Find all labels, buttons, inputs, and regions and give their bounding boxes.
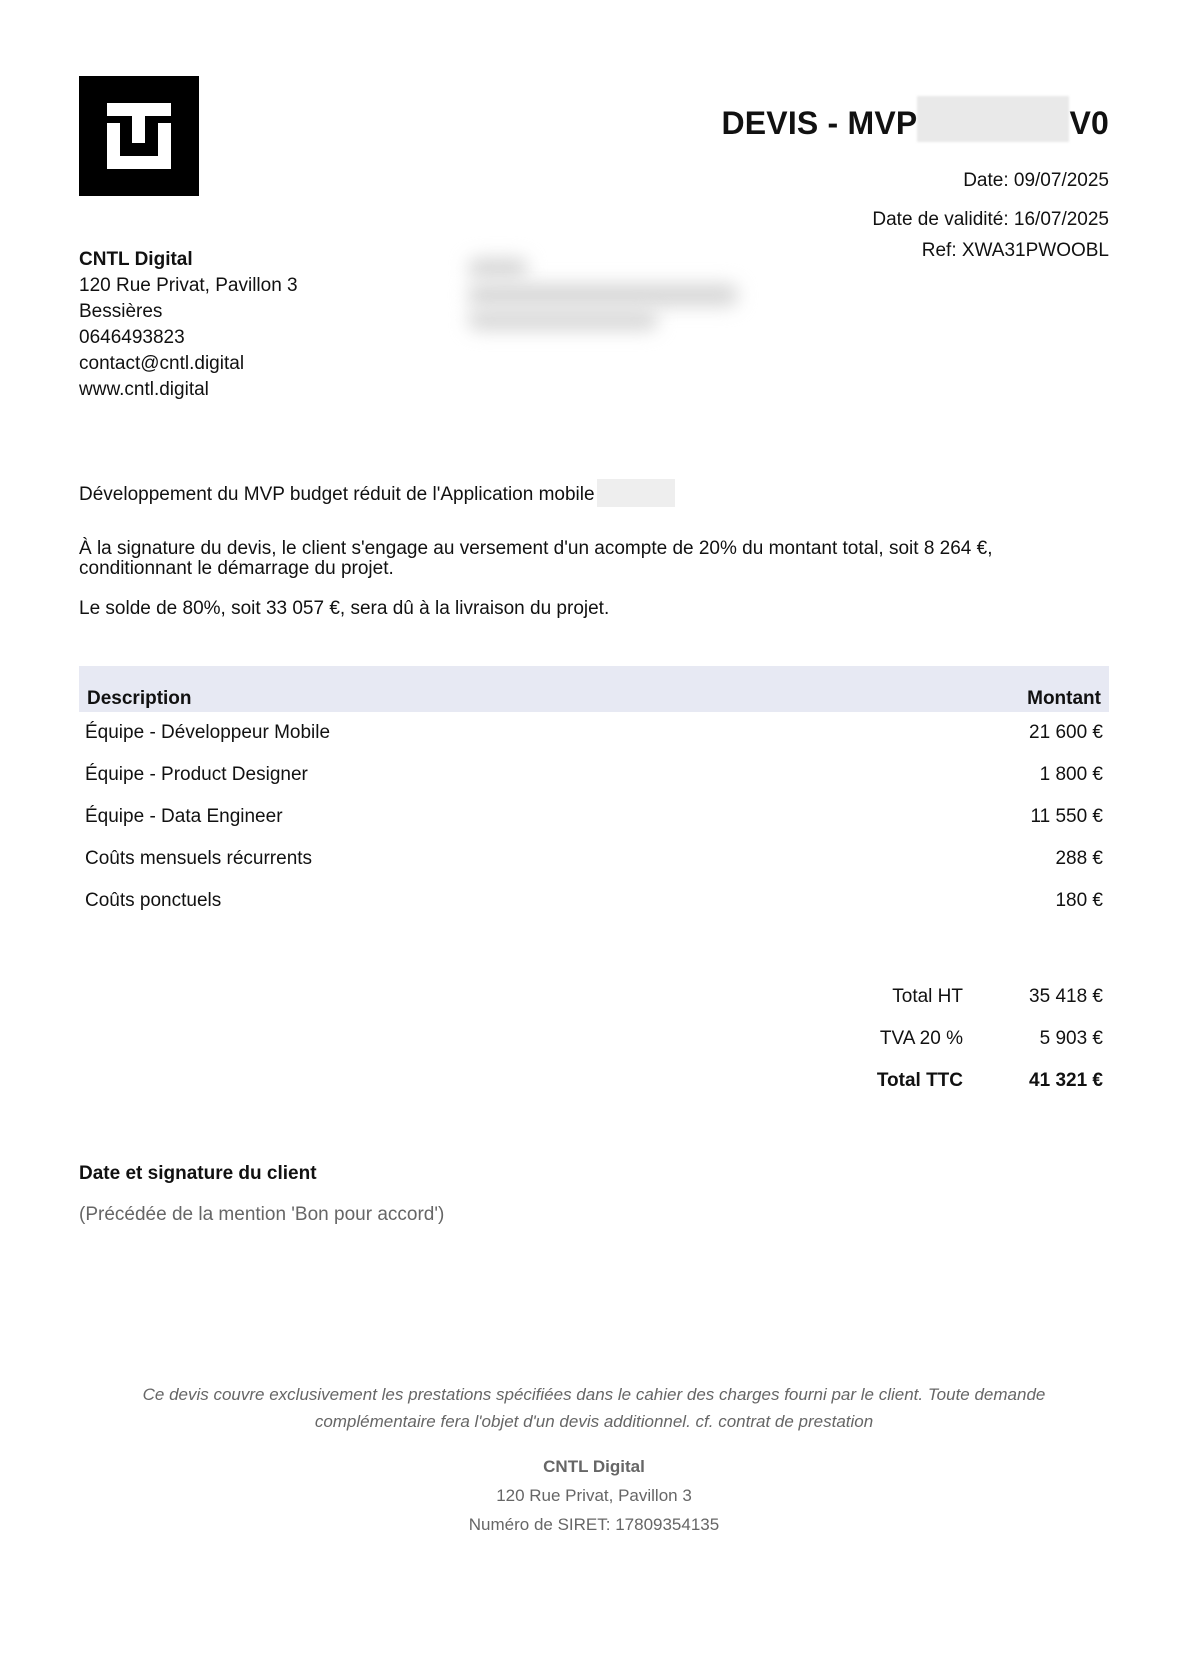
total-ht-label: Total HT <box>892 986 963 1007</box>
header-amount: Montant <box>842 666 1109 712</box>
document-reference: Ref: XWA31PWOOBL <box>921 240 1109 261</box>
tva-label: TVA 20 % <box>879 1028 963 1049</box>
company-name: CNTL Digital <box>79 249 193 270</box>
footer-siret: Numéro de SIRET: 17809354135 <box>468 1515 720 1534</box>
tva-value: 5 903 € <box>1039 1028 1103 1049</box>
totals-block <box>849 976 1109 1102</box>
total-ttc-row <box>849 1060 1109 1102</box>
row-description: Équipe - Product Designer <box>85 764 308 785</box>
quote-subject: Développement du MVP budget réduit de l'Application mobile <box>79 479 675 507</box>
header-description: Description <box>79 666 842 712</box>
company-address: 120 Rue Privat, Pavillon 3 <box>79 275 298 296</box>
footer-disclaimer-line-1: Ce devis couvre exclusivement les prestations spécifiées dans le cahier des charges fourni par le client. Toute demande <box>142 1385 1046 1404</box>
company-logo <box>79 76 199 196</box>
row-amount: 288 € <box>1055 848 1103 869</box>
table-row <box>79 838 1109 880</box>
deposit-terms-line-2: conditionnant le démarrage du projet. <box>79 558 394 579</box>
total-ttc-value: 41 321 € <box>1029 1070 1103 1091</box>
row-description: Coûts ponctuels <box>85 890 222 911</box>
company-info <box>79 247 298 403</box>
row-amount: 11 550 € <box>1030 806 1103 827</box>
table-header-row <box>79 666 1109 712</box>
balance-terms: Le solde de 80%, soit 33 057 €, sera dû à la livraison du projet. <box>79 598 610 619</box>
redacted-project-name <box>917 96 1069 142</box>
total-ttc-label: Total TTC <box>876 1070 963 1091</box>
table-row <box>79 754 1109 796</box>
row-description: Coûts mensuels récurrents <box>85 848 313 869</box>
tva-row <box>849 1018 1109 1060</box>
document-date: Date: 09/07/2025 <box>963 170 1109 191</box>
row-amount: 180 € <box>1055 890 1103 911</box>
footer-disclaimer-line-2: complémentaire fera l'objet d'un devis additionnel. cf. contrat de prestation <box>314 1412 874 1431</box>
redacted-client-info <box>458 250 748 350</box>
signature-note: (Précédée de la mention 'Bon pour accord') <box>79 1204 445 1225</box>
redacted-app-name <box>597 479 675 507</box>
row-amount: 1 800 € <box>1039 764 1103 785</box>
validity-date: Date de validité: 16/07/2025 <box>872 209 1109 230</box>
footer-disclaimer <box>79 1381 1109 1435</box>
title-prefix: DEVIS - MVP <box>721 105 918 141</box>
footer-company-name: CNTL Digital <box>543 1457 645 1476</box>
table-row <box>79 712 1109 754</box>
company-website: www.cntl.digital <box>79 379 209 400</box>
row-amount: 21 600 € <box>1029 722 1103 743</box>
company-phone: 0646493823 <box>79 327 185 348</box>
company-email: contact@cntl.digital <box>79 353 245 374</box>
row-description: Équipe - Data Engineer <box>85 806 283 827</box>
row-description: Équipe - Développeur Mobile <box>85 722 331 743</box>
document-title <box>721 96 1109 142</box>
items-table <box>79 666 1109 922</box>
total-ht-value: 35 418 € <box>1029 986 1103 1007</box>
table-row <box>79 880 1109 922</box>
table-row <box>79 796 1109 838</box>
company-city: Bessières <box>79 301 163 322</box>
title-suffix: V0 <box>1069 105 1109 141</box>
total-ht-row <box>849 976 1109 1018</box>
footer-address: 120 Rue Privat, Pavillon 3 <box>496 1486 692 1505</box>
deposit-terms-line-1: À la signature du devis, le client s'engage au versement d'un acompte de 20% du montant total, soit 8 264 €, <box>79 538 993 559</box>
signature-title: Date et signature du client <box>79 1163 317 1184</box>
